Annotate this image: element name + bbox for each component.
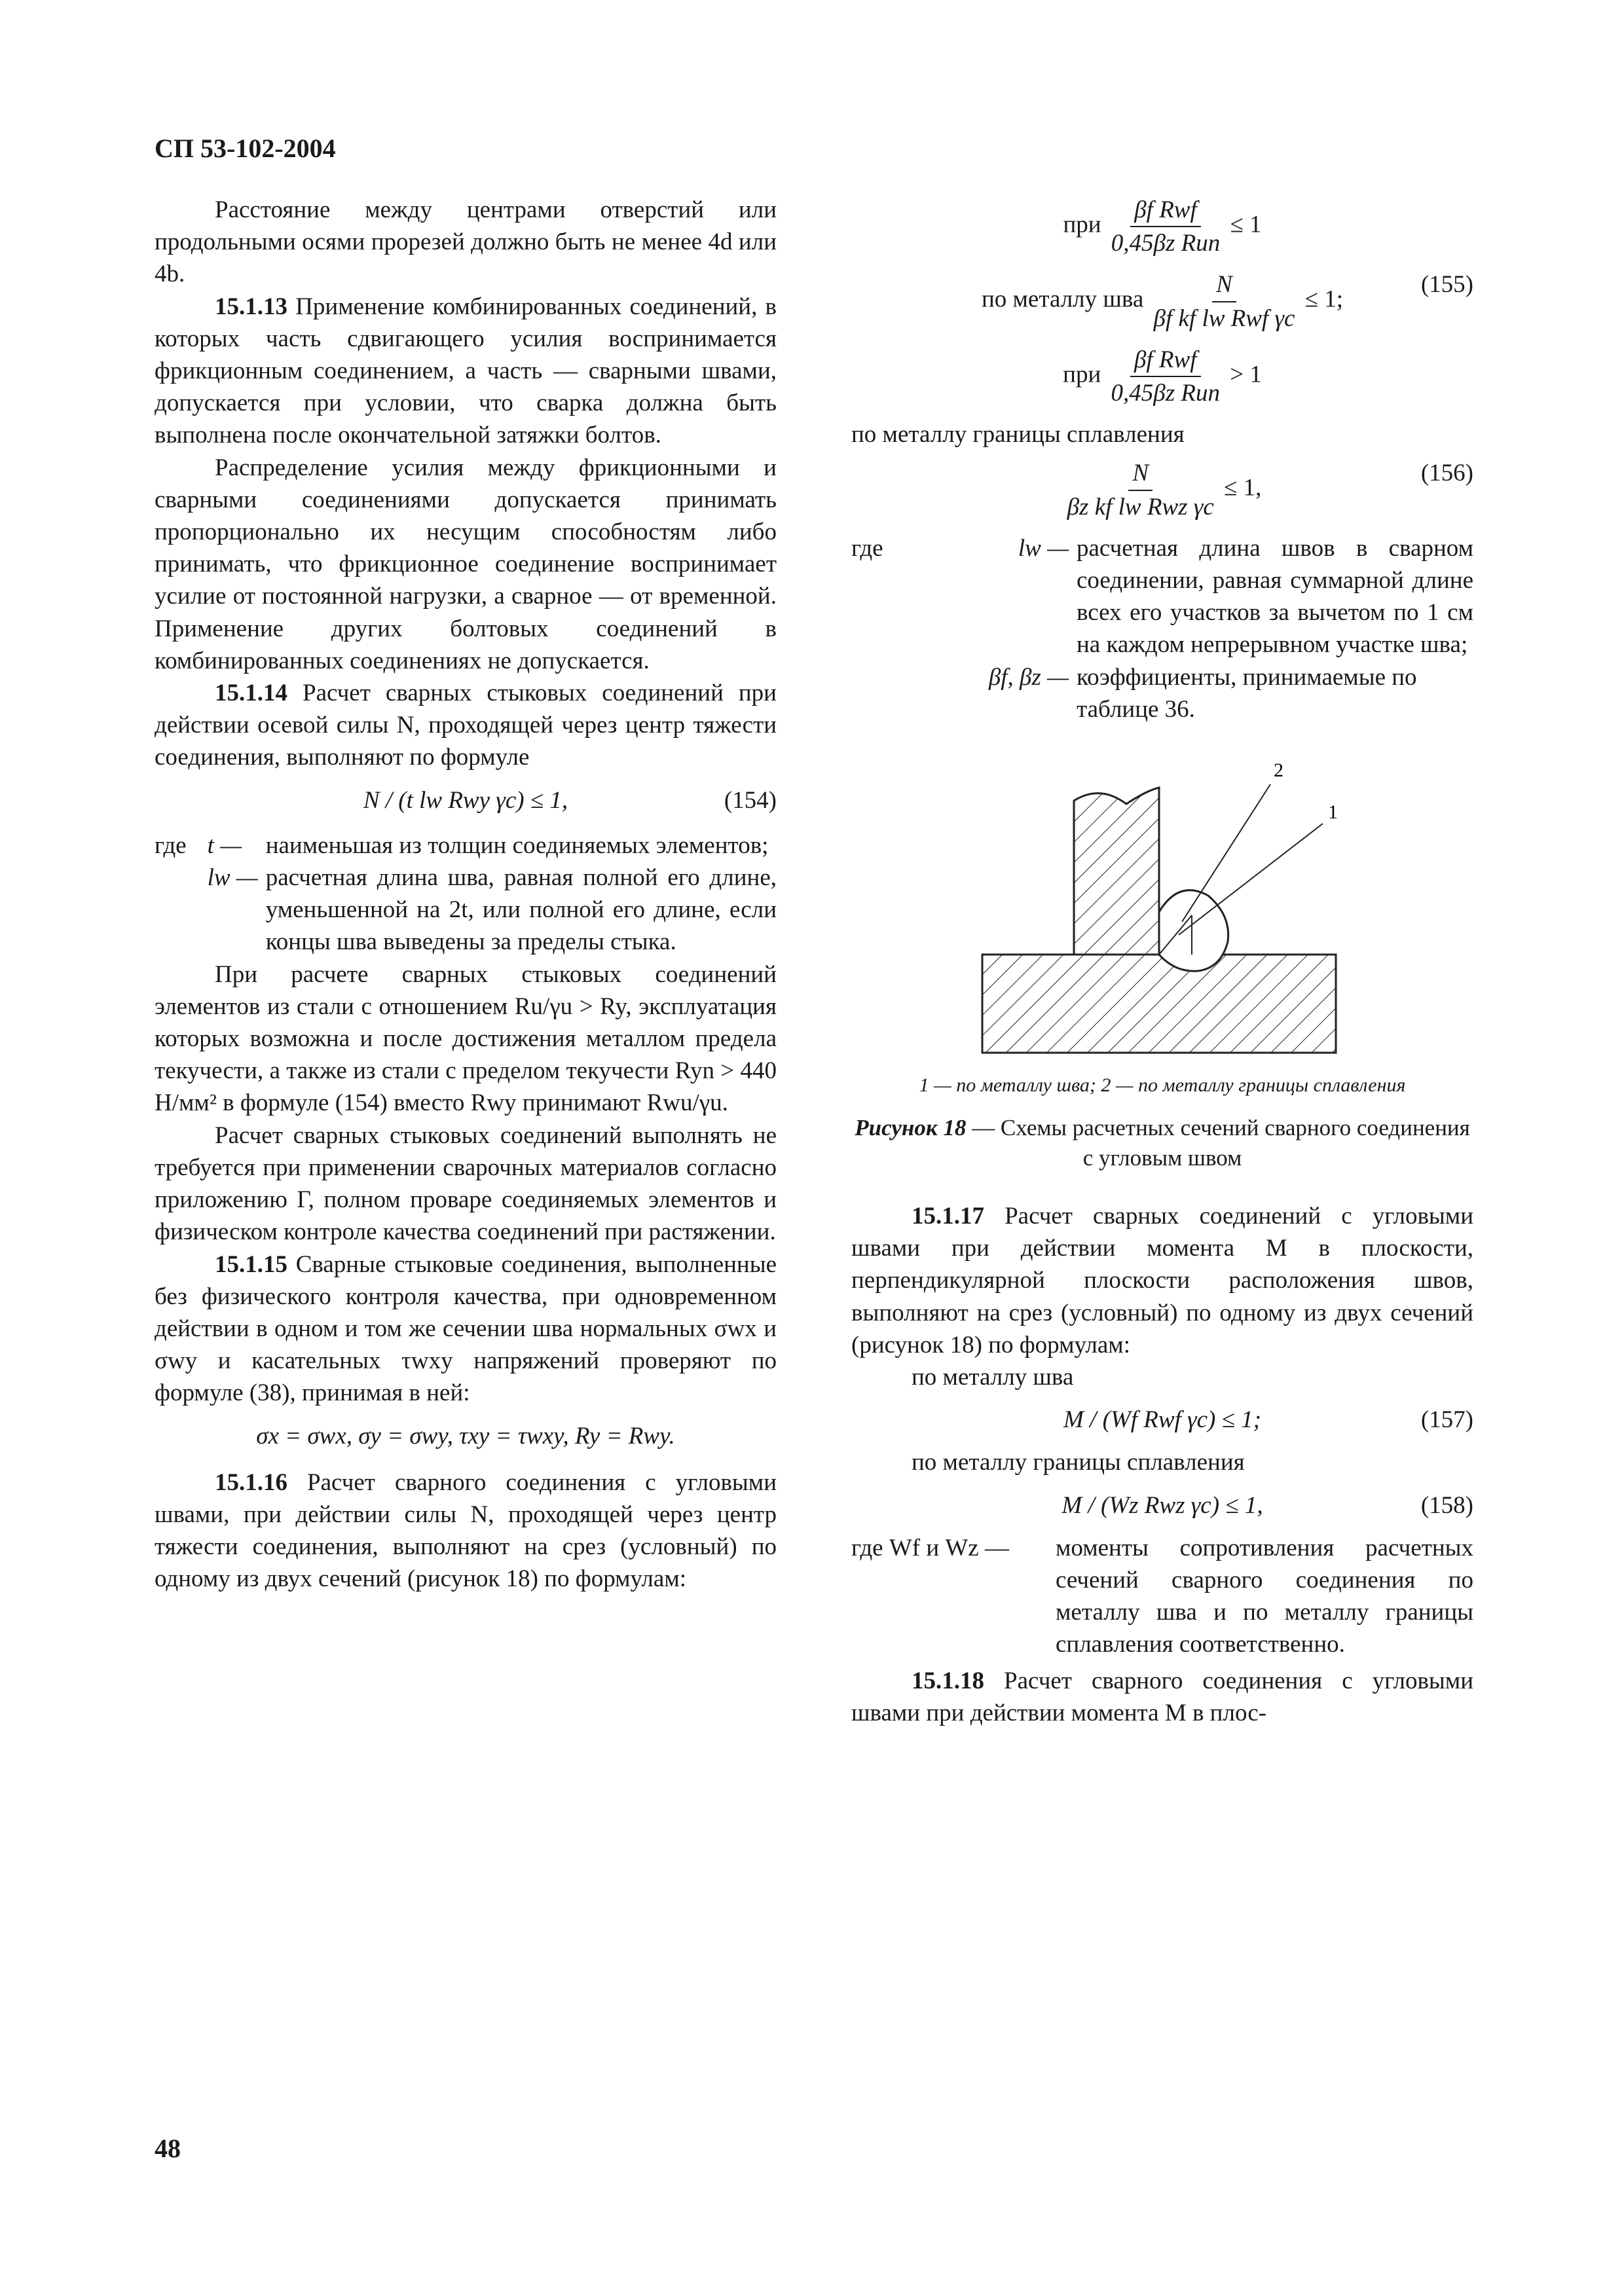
clause-text: Сварные стыковые соединения, выполненные без физического контроля качества, при одновременном действии в одном и том же сечении шва нормальных σwx и σwy и касательных τwxy напряжений проверяют по формуле (38), принимая в ней:: [155, 1250, 777, 1407]
denominator: 0,45βz Run: [1111, 380, 1220, 407]
definitions-158: [851, 1532, 1473, 1661]
equation-number: (156): [1420, 460, 1473, 487]
clause-15-1-13: [155, 291, 777, 452]
clause-15-1-17: [851, 1200, 1473, 1361]
clause-number: 15.1.15: [215, 1250, 287, 1278]
clause-number: 15.1.13: [215, 293, 287, 320]
equation-number: (158): [1420, 1491, 1473, 1519]
relation: ≤ 1;: [1304, 286, 1344, 314]
when-label: при: [1063, 361, 1101, 388]
fusion-boundary-label: по металлу границы сплавления: [851, 421, 1185, 448]
numerator: βf Rwf: [1130, 344, 1201, 377]
figure-legend: 1 — по металлу шва; 2 — по металлу границы сплавления: [919, 1074, 1406, 1097]
formula-body: M / (Wz Rwz γc) ≤ 1,: [1061, 1491, 1263, 1519]
equation-number: (157): [1420, 1406, 1473, 1434]
where-label: где Wf и Wz —: [851, 1534, 1009, 1561]
definition-t: наименьшая из толщин соединяемых элементов;: [265, 831, 769, 859]
clause-15-1-18: [851, 1665, 1473, 1729]
label-2: 2: [1274, 759, 1283, 782]
clause-15-1-16: [155, 1467, 777, 1595]
where-label: где: [851, 534, 883, 562]
clause-text: Применение комбинированных соединений, в которых часть сдвигающего усилия воспринимается фрикционным соединением, а часть — сварными швами, допускается при условии, что сварка должна быть выполнена после окончательной затяжки болтов.: [155, 293, 777, 449]
clause-number: 15.1.16: [215, 1468, 287, 1496]
where-label: где: [155, 831, 187, 859]
weld-bead: [1159, 890, 1228, 972]
definition-beta: коэффициенты, принимаемые по таблице 36.: [1077, 663, 1417, 723]
clause-text: Расчет сварных соединений с угловыми швами при действии момента M в плоскости, перпендикулярной плоскости расположения швов, выполняют на срез (условный) по одному из двух сечений (рисунок 18) по формулам:: [851, 1203, 1473, 1358]
clause-text: Расчет сварного соединения с угловыми швами, при действии силы N, проходящей через центр тяжести соединения, выполняют на срез (условный) по одному из двух сечений (рисунок 18) по формулам:: [155, 1468, 777, 1593]
condition-2: [851, 344, 1473, 409]
page-number: 48: [155, 2134, 181, 2163]
relation: ≤ 1,: [1224, 475, 1262, 502]
when-label: при: [1063, 211, 1101, 238]
paragraph: Распределение усилия между фрикционными и сварными соединениями допускается принимать пропорционально их несущим способностям либо принимать, что фрикционное соединение воспринимает усилие от постоянной нагрузки, а сварное — от временной. Применение других болтовых соединений в комбинированных соединениях не допускается.: [155, 454, 777, 674]
paragraph: При расчете сварных стыковых соединений элементов из стали с отношением Ru/γu > Ry, эксплуатация которых возможна и после достижения металлом предела текучести, а также из стали с пределом текучести Ryn > 440 Н/мм² в формуле (154) вместо Rwy принимают Rwu/γu.: [155, 960, 777, 1117]
label-1: 1: [1328, 801, 1338, 824]
denominator: βz kf lw Rwz γc: [1067, 493, 1214, 520]
denominator: 0,45βz Run: [1111, 230, 1221, 257]
symbol-beta: βf, βz —: [988, 663, 1069, 691]
clause-15-1-15: [155, 1248, 777, 1410]
formula-155: [851, 268, 1473, 334]
definition-w: моменты сопротивления расчетных сечений сварного соединения по металлу шва и по металлу границы сплавления соответственно.: [1056, 1534, 1473, 1658]
formula-body: N / (t lw Rwy γc) ≤ 1,: [363, 786, 568, 814]
weld-diagram: [851, 738, 1473, 1066]
definition-lw: расчетная длина шва, равная полной его длине, уменьшенной на 2t, или полной его длине, если концы шва выведены за пределы стыка.: [265, 864, 777, 956]
page-header: СП 53-102-2004: [155, 134, 336, 163]
paragraph: Расстояние между центрами отверстий или продольными осями прорезей должно быть не менее 4d или 4b.: [155, 196, 777, 288]
right-column: [851, 194, 1473, 1729]
clause-15-1-14: [155, 677, 777, 774]
equation-number: (155): [1420, 271, 1473, 299]
symbol-lw: lw —: [1018, 534, 1069, 562]
relation: > 1: [1230, 361, 1262, 388]
fraction: [1150, 268, 1299, 334]
definitions-154: [155, 829, 777, 958]
leader-2: [1182, 784, 1270, 922]
denominator: βf kf lw Rwf γc: [1153, 304, 1295, 332]
formula-158: [851, 1489, 1473, 1522]
clause-text: Расчет сварных стыковых соединений при действии осевой силы N, проходящей через центр тяжести соединения, выполняют по формуле: [155, 680, 777, 771]
paragraph: Расчет сварных стыковых соединений выполнять не требуется при применении сварочных материалов согласно приложению Г, полном проваре соединяемых элементов и физическом контроле качества соединений при растяжении.: [155, 1121, 777, 1246]
fraction: [1107, 194, 1224, 259]
fraction: [1063, 457, 1218, 522]
equation-number: (154): [724, 786, 777, 814]
figure-18: [851, 738, 1473, 1066]
numerator: N: [1212, 268, 1236, 302]
clause-text: Расчет сварного соединения с угловыми швами при действии момента M в плос-: [851, 1667, 1473, 1726]
symbol-t: t —: [207, 831, 242, 859]
figure-caption-text: — Схемы расчетных сечений сварного соединения с угловым швом: [972, 1114, 1470, 1171]
weld-metal-label: по металлу шва: [981, 286, 1144, 314]
figure-caption: [851, 1113, 1473, 1174]
fraction: [1107, 344, 1224, 409]
clause-number: 15.1.17: [912, 1203, 984, 1230]
formula-157: [851, 1404, 1473, 1436]
formula-substitution: σx = σwx, σy = σwy, τxy = τwxy, Ry = Rwy.: [256, 1422, 675, 1449]
leader-1: [1179, 824, 1323, 935]
numerator: βf Rwf: [1130, 194, 1201, 227]
formula-body: M / (Wf Rwf γc) ≤ 1;: [1063, 1406, 1262, 1434]
relation: ≤ 1: [1230, 211, 1262, 238]
definition-lw: расчетная длина швов в сварном соединении, равная суммарной длине всех его участков за вычетом по 1 см на каждом непрерывном участке шва;: [1077, 534, 1473, 659]
left-column: [155, 194, 777, 1595]
base-plate: [982, 955, 1336, 1053]
definitions-156: [851, 532, 1473, 725]
fusion-boundary-label: по металлу границы сплавления: [912, 1449, 1245, 1476]
clause-number: 15.1.18: [912, 1667, 984, 1694]
clause-number: 15.1.14: [215, 680, 287, 707]
figure-caption-label: Рисунок 18: [855, 1114, 967, 1140]
numerator: N: [1128, 457, 1153, 490]
formula-156: [851, 457, 1473, 522]
symbol-lw: lw —: [207, 864, 258, 892]
weld-metal-label: по металлу шва: [912, 1364, 1074, 1391]
vertical-plate: [1074, 788, 1159, 955]
condition-1: [851, 194, 1473, 259]
formula-154: [155, 784, 777, 816]
